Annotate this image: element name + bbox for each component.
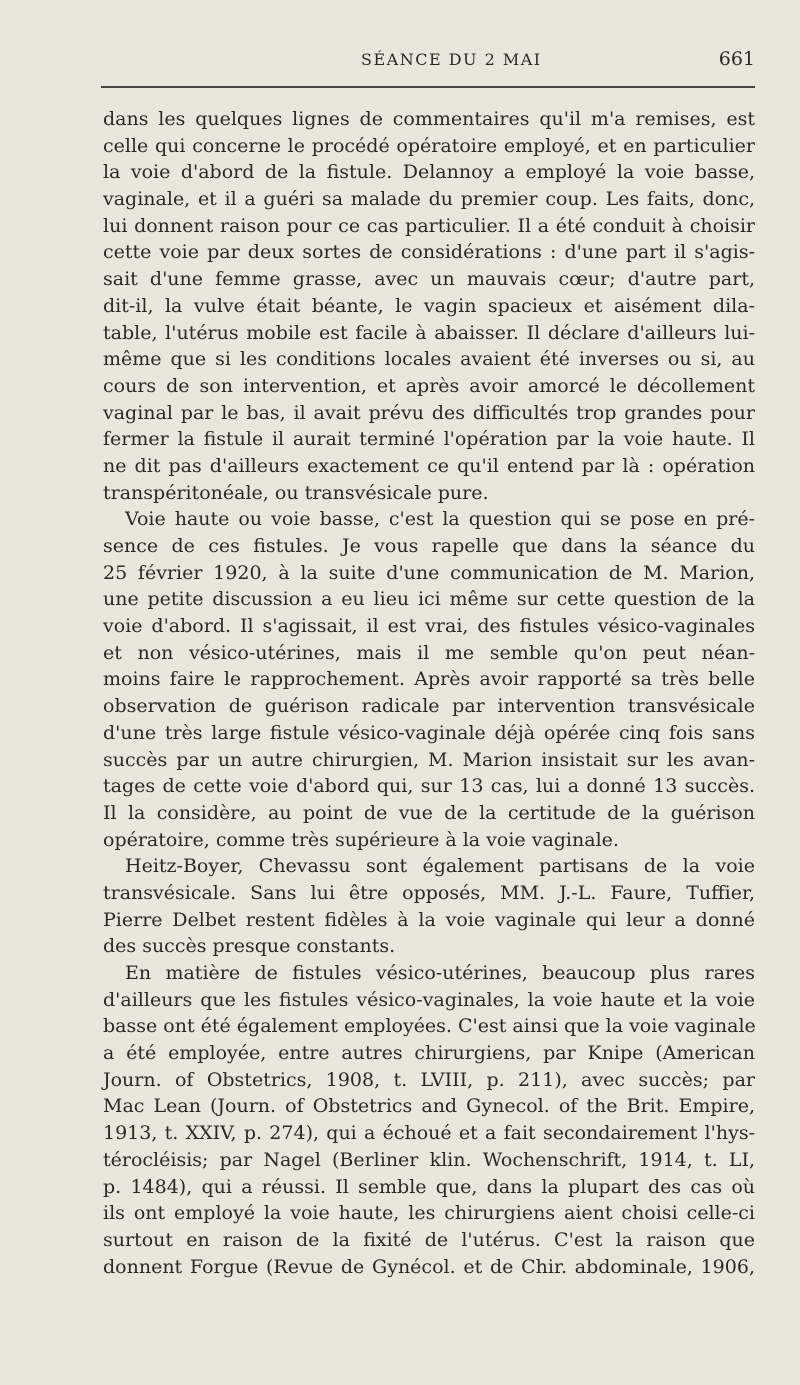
text-line: p. 1484), qui a réussi. Il semble que, dans la plupart des cas où [103, 1175, 755, 1198]
paragraph-start-line: Voie haute ou voie basse, c'est la question qui se pose en pré- [125, 508, 755, 531]
header-rule [101, 86, 755, 88]
text-line: la voie d'abord de la fistule. Delannoy a employé la voie basse, [103, 161, 755, 184]
paragraph-start-line: Heitz-Boyer, Chevassu sont également partisans de la voie [125, 855, 755, 878]
text-line: transpéritonéale, ou transvésicale pure. [103, 481, 489, 504]
text-line: celle qui concerne le procédé opératoire employé, et en particulier [103, 134, 755, 157]
text-line: cette voie par deux sortes de considérations : d'une part il s'agis- [103, 241, 755, 264]
text-line: sait d'une femme grasse, avec un mauvais cœur; d'autre part, [103, 268, 755, 291]
text-line: vaginale, et il a guéri sa malade du premier coup. Les faits, donc, [103, 188, 755, 211]
text-line: lui donnent raison pour ce cas particulier. Il a été conduit à choisir [103, 214, 755, 237]
text-line: d'une très large fistule vésico-vaginale déjà opérée cinq fois sans [103, 721, 755, 744]
text-line: Mac Lean (Journ. of Obstetrics and Gynecol. of the Brit. Empire, [103, 1095, 755, 1118]
text-line: une petite discussion a eu lieu ici même sur cette question de la [103, 588, 755, 611]
text-line: voie d'abord. Il s'agissait, il est vrai, des fistules vésico-vaginales [103, 615, 755, 638]
text-line: vaginal par le bas, il avait prévu des difficultés trop grandes pour [103, 401, 755, 424]
text-line: transvésicale. Sans lui être opposés, MM. J.-L. Faure, Tuffier, [103, 881, 755, 904]
text-line: fermer la fistule il aurait terminé l'opération par la voie haute. Il [103, 428, 755, 451]
body-text [103, 106, 755, 1280]
text-line: donnent Forgue (Revue de Gynécol. et de Chir. abdominale, 1906, [103, 1255, 755, 1278]
page-header [103, 44, 755, 74]
text-line: Il la considère, au point de vue de la certitude de la guérison [103, 801, 755, 824]
page-number: 661 [718, 48, 755, 70]
text-line: ne dit pas d'ailleurs exactement ce qu'il entend par là : opération [103, 454, 755, 477]
text-line: a été employée, entre autres chirurgiens, par Knipe (American [103, 1042, 755, 1065]
text-line: même que si les conditions locales avaient été inverses ou si, au [103, 348, 755, 371]
text-line: des succès presque constants. [103, 935, 396, 958]
text-line: 1913, t. XXIV, p. 274), qui a échoué et a fait secondairement l'hys- [103, 1122, 755, 1145]
text-line: Journ. of Obstetrics, 1908, t. LVIII, p. 211), avec succès; par [103, 1068, 755, 1091]
running-title: SÉANCE DU 2 MAI [361, 50, 542, 69]
text-line: opératoire, comme très supérieure à la voie vaginale. [103, 828, 619, 851]
text-line: dit-il, la vulve était béante, le vagin spacieux et aisément dila- [103, 294, 755, 317]
text-line: basse ont été également employées. C'est ainsi que la voie vaginale [103, 1015, 756, 1038]
text-line: table, l'utérus mobile est facile à abaisser. Il déclare d'ailleurs lui- [103, 321, 755, 344]
text-line: surtout en raison de la fixité de l'utérus. C'est la raison que [103, 1228, 755, 1251]
text-line: cours de son intervention, et après avoir amorcé le décollement [103, 374, 755, 397]
text-line: moins faire le rapprochement. Après avoir rapporté sa très belle [103, 668, 755, 691]
text-line: dans les quelques lignes de commentaires qu'il m'a remises, est [103, 108, 755, 130]
paragraph-start-line: En matière de fistules vésico-utérines, beaucoup plus rares [125, 962, 755, 984]
text-line: tages de cette voie d'abord qui, sur 13 cas, lui a donné 13 succès. [103, 775, 755, 798]
text-line: Pierre Delbet restent fidèles à la voie vaginale qui leur a donné [103, 908, 755, 931]
text-line: ils ont employé la voie haute, les chirurgiens aient choisi celle-ci [103, 1202, 755, 1225]
text-line: 25 février 1920, à la suite d'une communication de M. Marion, [103, 561, 755, 584]
text-line: d'ailleurs que les fistules vésico-vaginales, la voie haute et la voie [103, 988, 755, 1011]
text-line: succès par un autre chirurgien, M. Marion insistait sur les avan- [103, 748, 755, 771]
text-line: sence de ces fistules. Je vous rapelle que dans la séance du [103, 535, 755, 557]
text-line: observation de guérison radicale par intervention transvésicale [103, 695, 755, 718]
text-line: et non vésico-utérines, mais il me semble qu'on peut néan- [103, 641, 755, 664]
text-line: térocléisis; par Nagel (Berliner klin. Wochenschrift, 1914, t. LI, [103, 1148, 755, 1171]
